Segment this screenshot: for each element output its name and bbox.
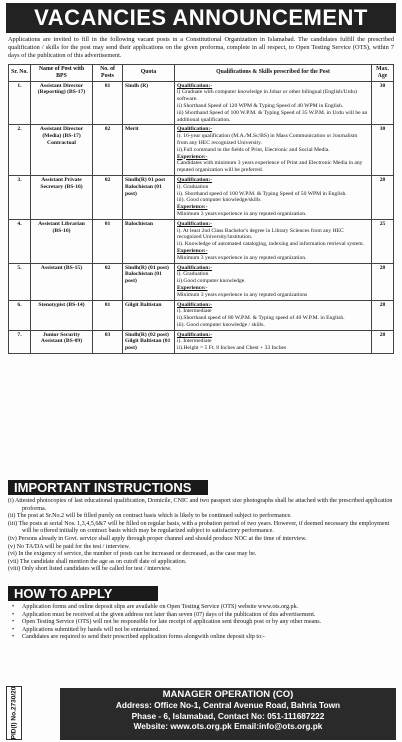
how-to-apply-list bbox=[8, 604, 394, 642]
qualification-line: ii). Knowledge of automated cataloging, indexing and information retrieval system. bbox=[177, 241, 365, 248]
contact-footer bbox=[60, 688, 396, 740]
quota-cell: Gilgit Baltistan bbox=[123, 300, 175, 330]
age-cell: 30 bbox=[372, 125, 394, 176]
posts-cell: 02 bbox=[93, 175, 123, 219]
footer-address: Address: Office No-1, Central Avenue Road, Bahria Town bbox=[115, 700, 341, 711]
posts-cell: 02 bbox=[93, 125, 123, 176]
instruction-item: (iv) Persons already in Govt. service shall apply through proper channel and should produce NOC at the time of interview. bbox=[8, 535, 307, 542]
qualification-heading: Qualification:- bbox=[177, 176, 213, 183]
header-qualifications: Qualifications & Skills prescribed for the Post bbox=[175, 65, 372, 82]
qualification-line: iii). Good computer knowledge / skills. bbox=[177, 321, 265, 328]
experience-heading: Experience:- bbox=[177, 247, 208, 254]
age-cell: 28 bbox=[372, 263, 394, 300]
footer-title: MANAGER OPERATION (CO) bbox=[162, 689, 294, 700]
intro-paragraph: Applications are invited to fill in the following vacant posts in a Constitutional Organization in Islamabad. The candidates fulfill the prescribed qualification / skills for the post may send their applications on the given proforma, complete in all respect, to Open Testing Service (OTS), within 7 days of the publication of this advertisement. bbox=[8, 36, 394, 59]
posts-cell: 01 bbox=[93, 219, 123, 263]
pid-stamp: PID(I) No.2730/20 bbox=[6, 686, 22, 740]
qualification-line: ii). Shorthand speed of 100 W.P.M. & Typing Speed of 50 WPM in English. bbox=[177, 190, 347, 197]
sr-cell: 1. bbox=[9, 81, 31, 125]
qualification-heading: Qualification:- bbox=[177, 82, 213, 89]
page-title: VACANCIES ANNOUNCEMENT bbox=[6, 3, 396, 33]
sr-cell: 2. bbox=[9, 125, 31, 176]
experience-heading: Experience:- bbox=[177, 153, 208, 160]
qualification-line: ii).Height = 5 Ft. 8 Inches and Chest + 33 Inches bbox=[177, 345, 287, 352]
table-row bbox=[9, 263, 394, 300]
qualification-heading: Qualification:- bbox=[177, 126, 213, 133]
quota-cell: Sindh(R) 01 post Balochistan (01 post) bbox=[123, 175, 175, 219]
post-cell: Junior Security Assistant (BS-09) bbox=[31, 330, 93, 353]
experience-line: Minimum 3 years experience in any reputed organizations bbox=[177, 291, 308, 298]
post-cell: Assistant Private Secretary (BS-16) bbox=[31, 175, 93, 219]
quota-cell: Merit bbox=[123, 125, 175, 176]
vacancy-table bbox=[8, 64, 394, 354]
qualification-line: i) Graduate with computer knowledge in Johar or other bilingual (English/Urdu) software. bbox=[177, 89, 357, 103]
qualification-heading: Qualification:- bbox=[177, 301, 213, 308]
table-header-row bbox=[9, 65, 394, 82]
table-row bbox=[9, 219, 394, 263]
instruction-item: (viii) Only short listed candidates will be called for test / interview. bbox=[8, 566, 172, 573]
post-cell: Assistant (BS-15) bbox=[31, 263, 93, 300]
age-cell: 25 bbox=[372, 219, 394, 263]
sr-cell: 3. bbox=[9, 175, 31, 219]
instruction-item: (v) No TA/DA will be paid for the test / interview. bbox=[8, 543, 131, 550]
posts-cell: 01 bbox=[93, 300, 123, 330]
apply-item: • Applications submitted by hands will not be entertained. bbox=[8, 627, 394, 635]
age-cell: 30 bbox=[372, 81, 394, 125]
qualification-cell bbox=[175, 81, 372, 125]
qualification-cell bbox=[175, 330, 372, 353]
how-to-apply-title: HOW TO APPLY bbox=[8, 586, 158, 601]
post-cell: Assistant Director (Media) (BS-17) Contractual bbox=[31, 125, 93, 176]
qualification-cell bbox=[175, 300, 372, 330]
apply-item: • Candidates are required to send their prescribed application forms alongwith online deposit slip to:- bbox=[8, 634, 394, 642]
qualification-line: iii). Good computer knowledge/skills bbox=[177, 197, 261, 204]
age-cell: 28 bbox=[372, 330, 394, 353]
qualification-line: i). Graduation bbox=[177, 271, 209, 278]
instruction-item: (iii) The posts at serial Nos. 1,3,4,5,6&7 will be filled on regular basis, with a probation period of two years. However, if deemed necessary the employment will be offered initially on contract basis which may be regularized subject to satisfactory performance. bbox=[8, 520, 390, 535]
post-cell: Assistant Director (Reporting) (BS-17) bbox=[31, 81, 93, 125]
qualification-line: ii).Good computer knowledge. bbox=[177, 278, 246, 285]
qualification-heading: Qualification:- bbox=[177, 264, 213, 271]
qualification-cell bbox=[175, 175, 372, 219]
qualification-line: ii).Shorthand speed of 80 W.P.M. & Typing speed of 40 W.P.M. in English. bbox=[177, 315, 345, 322]
sr-cell: 4. bbox=[9, 219, 31, 263]
qualification-line: i). 16-year qualification (M.A./M.Sc/BS) in Mass Communication or Journalism from any HEC recognized University. bbox=[177, 133, 358, 146]
experience-heading: Experience:- bbox=[177, 204, 208, 211]
quota-cell: Sindh(R) (01 post) Balochistan (01 post) bbox=[123, 263, 175, 300]
qualification-line: i). Intermediate bbox=[177, 308, 212, 315]
sr-cell: 6. bbox=[9, 300, 31, 330]
age-cell: 28 bbox=[372, 300, 394, 330]
instruction-item: (vii) The candidate shall mention the age as on cutoff date of application. bbox=[8, 558, 187, 565]
qualification-line: i). Graduation bbox=[177, 183, 209, 190]
header-quota: Quota bbox=[123, 65, 175, 82]
sr-cell: 5. bbox=[9, 263, 31, 300]
post-cell: Stenotypist (BS-14) bbox=[31, 300, 93, 330]
apply-item: • Open Testing Service (OTS) will not be responsible for late receipt of application sent through post or by any other means. bbox=[8, 619, 394, 627]
instructions-list bbox=[8, 498, 394, 574]
experience-line: Candidates with minimum 3 years experience of Print and Electronic Media in any reputed organization will be preferred. bbox=[177, 160, 363, 174]
qualification-line: ii).Full command in the fields of Print, Electronic and Social Media. bbox=[177, 146, 330, 153]
header-age: Max. Age bbox=[372, 65, 394, 82]
table-row bbox=[9, 175, 394, 219]
experience-line: Minimum 3 years experience in any reputed organization. bbox=[177, 254, 307, 261]
instruction-item: (i) Attested photocopies of last educational qualification, Domicile, CNIC and two passport size photographs shall be attached with the prescribed application proforma. bbox=[8, 498, 393, 512]
instruction-item: (ii) The post at Sr.No.2 will be filled purely on contract basis which is likely to be continued subject to performance. bbox=[8, 513, 292, 520]
footer-contact: Phase - 6, Islamabad, Contact No: 051-111687222 bbox=[131, 710, 325, 721]
post-cell: Assistant Librarian (BS-16) bbox=[31, 219, 93, 263]
posts-cell: 02 bbox=[93, 263, 123, 300]
experience-heading: Experience:- bbox=[177, 284, 208, 291]
apply-item: • Application forms and online deposit slips are available on Open Testing Service (OTS) website www.ots.org.pk. bbox=[8, 604, 394, 612]
header-post: Name of Post with BPS bbox=[31, 65, 93, 82]
qualification-cell bbox=[175, 263, 372, 300]
header-sr: Sr. No. bbox=[9, 65, 31, 82]
posts-cell: 03 bbox=[93, 330, 123, 353]
qualification-line: ii) Shorthand Speed of 120 WPM & Typing Speed of 40 WPM in English. bbox=[177, 102, 344, 109]
table-row bbox=[9, 330, 394, 353]
quota-cell: Sindh(R) (02 post) Gilgit Baltistan (01 post) bbox=[123, 330, 175, 353]
instructions-title: IMPORTANT INSTRUCTIONS bbox=[8, 480, 208, 495]
sr-cell: 7. bbox=[9, 330, 31, 353]
qualification-cell bbox=[175, 219, 372, 263]
apply-item: • Application must be received at the given address not later than seven (07) days of the publication of this advertisement. bbox=[8, 612, 394, 620]
qualification-heading: Qualification:- bbox=[177, 220, 213, 227]
table-row bbox=[9, 300, 394, 330]
experience-line: Minimum 3 years experience in any reputed organization. bbox=[177, 210, 307, 217]
quota-cell: Balochistan bbox=[123, 219, 175, 263]
footer-website: Website: www.ots.org.pk Email:info@ots.org.pk bbox=[133, 721, 323, 732]
qualification-line: i). At least 2nd Class Bachelor's degree in Library Sciences from any HEC recognized University/institution. bbox=[177, 227, 344, 241]
qualification-line: i). Intermediate bbox=[177, 338, 212, 345]
qualification-cell bbox=[175, 125, 372, 176]
qualification-line: iii) Shorthand Speed of 100 W.P.M. & Typing Speed of 35 W.P.M. in Urdu will be an additional qualification. bbox=[177, 109, 368, 123]
table-row bbox=[9, 81, 394, 125]
qualification-heading: Qualification:- bbox=[177, 331, 213, 338]
table-row bbox=[9, 125, 394, 176]
age-cell: 28 bbox=[372, 175, 394, 219]
instruction-item: (vi) In the exigency of service, the number of posts can be increased or decreased, as the case may be. bbox=[8, 551, 257, 558]
posts-cell: 01 bbox=[93, 81, 123, 125]
quota-cell: Sindh (R) bbox=[123, 81, 175, 125]
header-posts: No. of Posts bbox=[93, 65, 123, 82]
